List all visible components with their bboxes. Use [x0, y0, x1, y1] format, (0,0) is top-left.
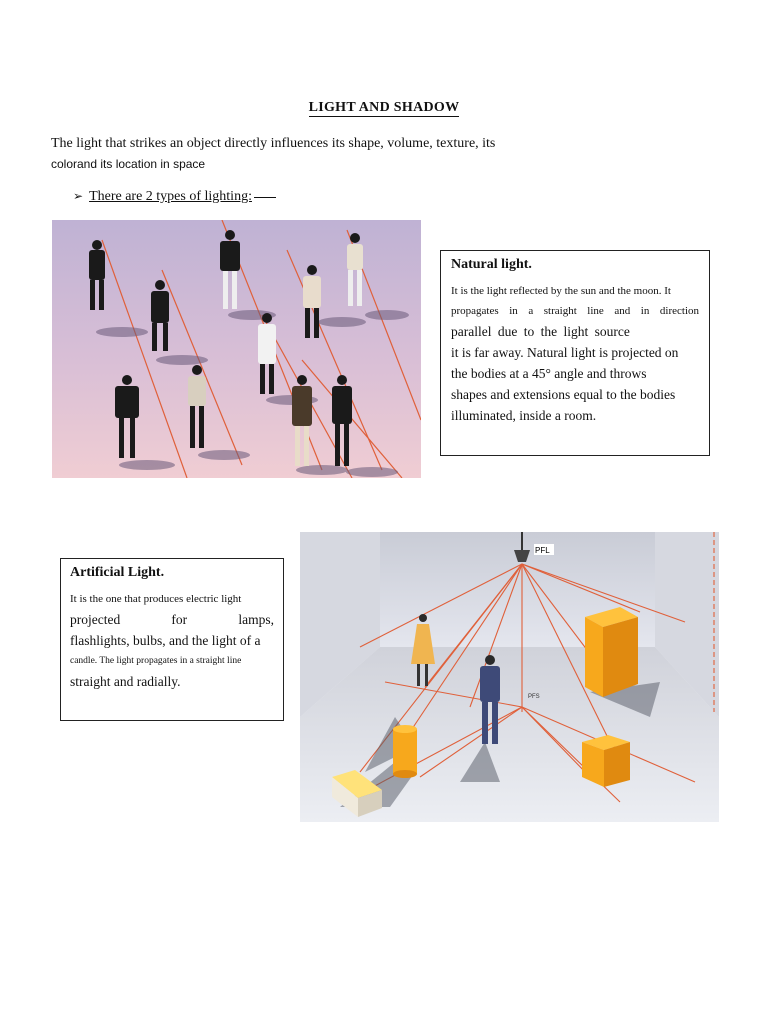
natural-line-6: shapes and extensions equal to the bodies	[451, 387, 676, 402]
natural-line-2: propagates in a straight line and in direction	[451, 305, 699, 317]
natural-line-5: the bodies at a 45° angle and throws	[451, 366, 647, 381]
floor-point-label: PFS	[528, 694, 540, 700]
natural-light-heading: Natural light.	[451, 257, 532, 272]
artificial-line-2: projected for lamps,	[70, 612, 274, 627]
artificial-light-box	[60, 558, 284, 721]
natural-light-illustration	[52, 220, 421, 478]
artificial-line-4: candle. The light propagates in a straight line	[70, 656, 242, 666]
artificial-line-3: flashlights, bulbs, and the light of a	[70, 633, 261, 648]
artificial-light-heading: Artificial Light.	[70, 565, 165, 580]
natural-line-1: It is the light reflected by the sun and the moon. It	[451, 285, 671, 297]
artificial-line-1: It is the one that produces electric light	[70, 593, 242, 605]
intro-line-1: The light that strikes an object directly influences its shape, volume, texture, its	[51, 136, 496, 151]
artificial-line-5: straight and radially.	[70, 674, 181, 689]
page-title: LIGHT AND SHADOW	[308, 100, 460, 115]
bullet-text: There are 2 types of lighting:	[89, 189, 252, 204]
natural-line-4: it is far away. Natural light is projected on	[451, 345, 679, 360]
natural-line-7: illuminated, inside a room.	[451, 408, 597, 423]
natural-line-3: parallel due to the light source	[451, 324, 630, 339]
artificial-light-illustration	[300, 532, 719, 822]
bullet-lighting-types	[73, 189, 276, 205]
intro-line-2: colorand its location in space	[51, 157, 206, 171]
natural-light-box	[440, 250, 710, 456]
lamp-label: PFL	[535, 546, 550, 555]
arrow-bullet-icon: ➢	[73, 189, 84, 203]
